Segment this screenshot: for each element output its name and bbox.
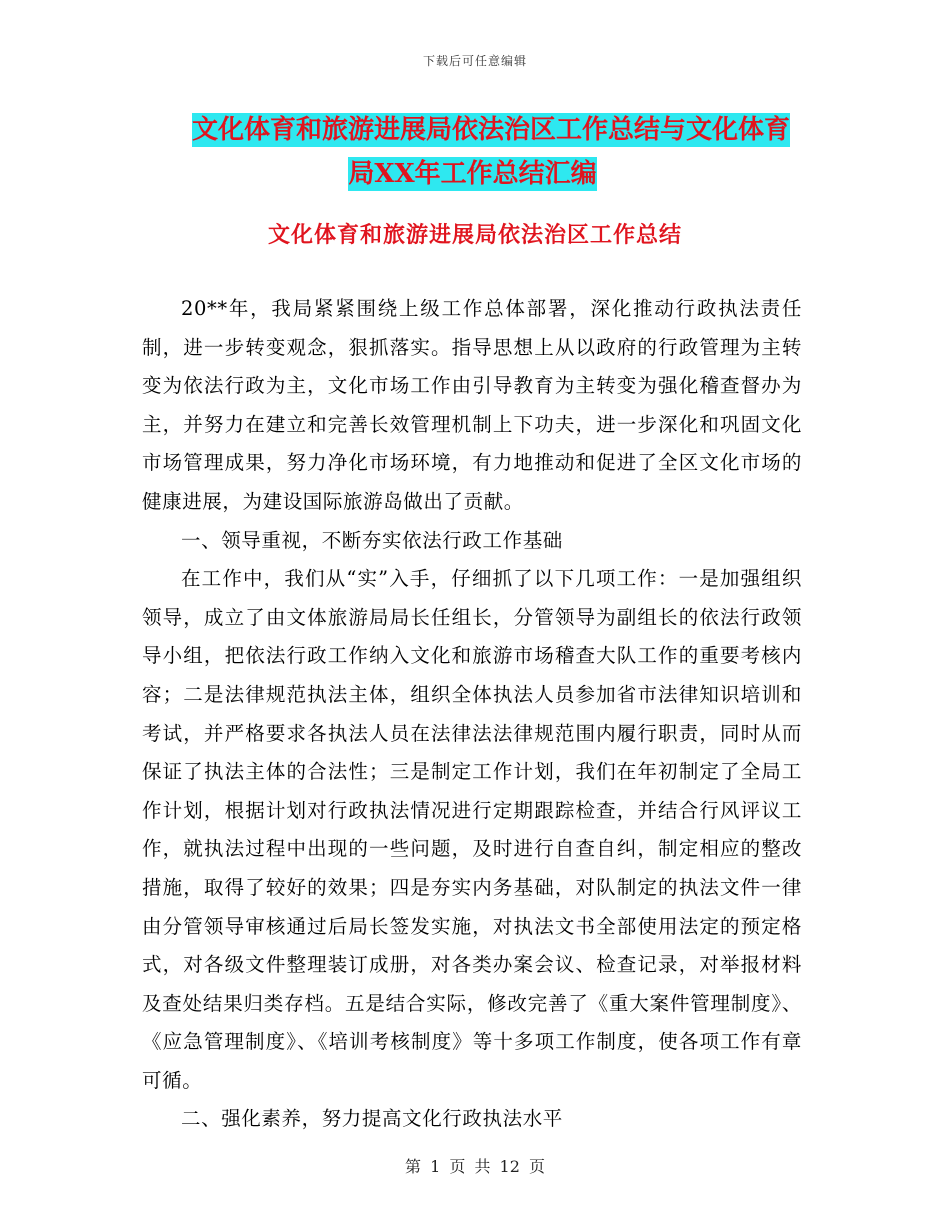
body-paragraph: 在工作中，我们从“实”入手，仔细抓了以下几项工作：一是加强组织领导，成立了由文体旅游局局长任组长，分管领导为副组长的依法行政领导小组，把依法行政工作纳入文化和旅游市场稽查大队工作的重要考核内容；二是法律规范执法主体，组织全体执法人员参加省市法律知识培训和考试，并严格要求各执法人员在法律法法律规范围内履行职责，同时从而保证了执法主体的合法性；三是制定工作计划，我们在年初制定了全局工作计划，根据计划对行政执法情况进行定期跟踪检查，并结合行风评议工作，就执法过程中出现的一些问题，及时进行自查自纠，制定相应的整改措施，取得了较好的效果；四是夯实内务基础，对队制定的执法文件一律由分管领导审核通过后局长签发实施，对执法文书全部使用法定的预定格式，对各级文件整理装订成册，对各类办案会议、检查记录，对举报材料及查处结果归类存档。五是结合实际，修改完善了《重大案件管理制度》、《应急管理制度》、《培训考核制度》等十多项工作制度，使各项工作有章可循。 <box>142 567 802 1092</box>
title-line-2-text: 局XX年工作总结汇编 <box>348 159 597 189</box>
document-body <box>142 290 802 1139</box>
section-heading: 二、强化素养，努力提高文化行政执法水平 <box>181 1107 563 1131</box>
page-number-footer: 第 1 页 共 12 页 <box>405 1157 545 1176</box>
document-title-line-2 <box>140 152 805 196</box>
document-title-line-1 <box>140 108 805 152</box>
document-title <box>140 108 805 196</box>
section-heading: 一、领导重视，不断夯实依法行政工作基础 <box>181 528 563 552</box>
page-header-note: 下载后可任意编辑 <box>422 54 527 68</box>
title-line-1-text: 文化体育和旅游进展局依法治区工作总结与文化体育 <box>192 115 791 145</box>
section-title: 文化体育和旅游进展局依法治区工作总结 <box>267 222 682 248</box>
body-paragraph: 20**年，我局紧紧围绕上级工作总体部署，深化推动行政执法责任制，进一步转变观念，狠抓落实。指导思想上从以政府的行政管理为主转变为依法行政为主，文化市场工作由引导教育为主转变为强化稽查督办为主，并努力在建立和完善长效管理机制上下功夫，进一步深化和巩固文化市场管理成果，努力净化市场环境，有力地推动和促进了全区文化市场的健康进展，为建设国际旅游岛做出了贡献。 <box>142 297 802 513</box>
